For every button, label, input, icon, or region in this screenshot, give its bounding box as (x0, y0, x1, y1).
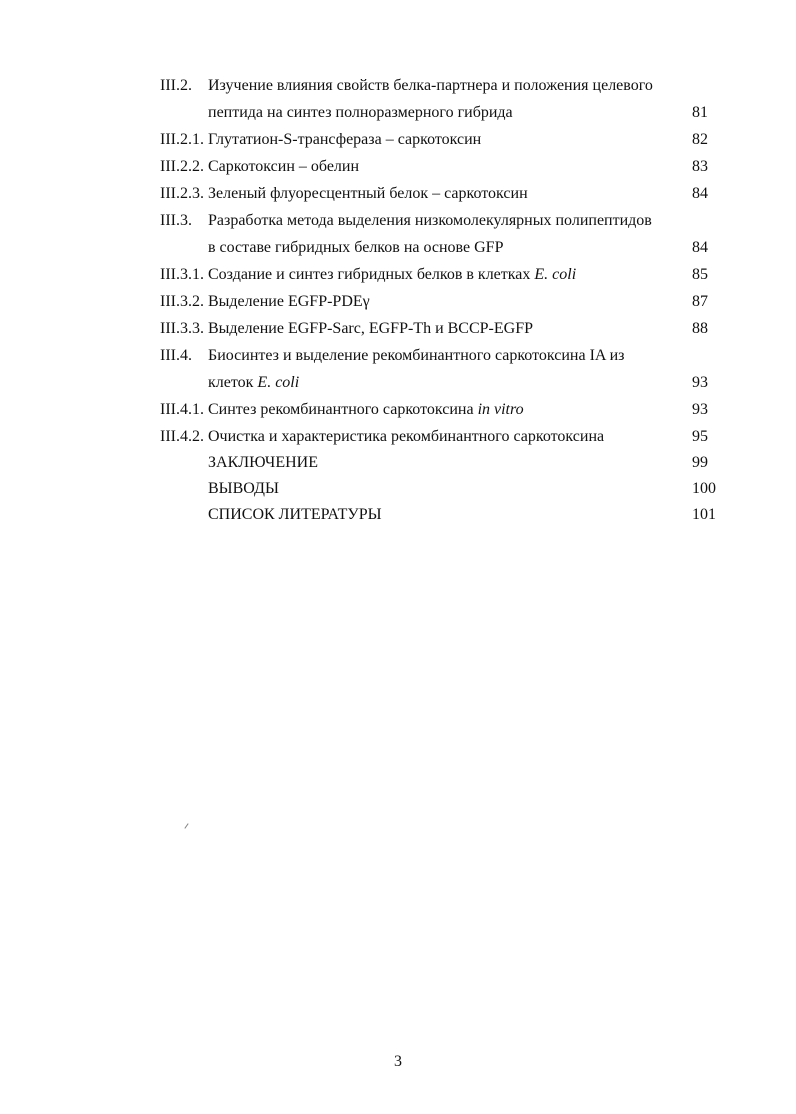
toc-page-number: 81 (692, 104, 708, 121)
toc-entry: ЗАКЛЮЧЕНИЕ (208, 454, 318, 471)
toc-entry: III.4.2. Очистка и характеристика рекомбинантного саркотоксина (160, 428, 605, 445)
toc-page-number: 83 (692, 158, 708, 175)
toc-entry-title: Биосинтез и выделение рекомбинантного саркотоксина IA из (208, 347, 625, 364)
toc-page-number: 93 (692, 374, 708, 391)
toc-entry: III.3.2. Выделение EGFP-PDEγ (160, 293, 370, 310)
page-number-footer: 3 (394, 1053, 402, 1070)
toc-entry: ВЫВОДЫ (208, 480, 279, 497)
toc-page-number: 95 (692, 428, 708, 445)
toc-entry: СПИСОК ЛИТЕРАТУРЫ (208, 506, 382, 523)
toc-italic-term: E. coli (257, 374, 300, 391)
toc-page-number: 101 (692, 506, 716, 523)
toc-entry: III.4.1. Синтез рекомбинантного саркотоксина in vitro (160, 401, 524, 418)
toc-page-number: 82 (692, 131, 708, 148)
toc-page-number: 99 (692, 454, 708, 471)
toc-entry: III.2.2. Саркотоксин – обелин (160, 158, 360, 175)
toc-entry: III.2.3. Зеленый флуоресцентный белок – саркотоксин (160, 185, 528, 202)
toc-entry: III.3.3. Выделение EGFP-Sarc, EGFP-Th и BCCP-EGFP (160, 320, 533, 337)
toc-entry: III.2.1. Глутатион-S-трансфераза – саркотоксин (160, 131, 482, 148)
table-of-contents: III.2. Изучение влияния свойств белка-партнера и положения целевого пептида на синтез полноразмерного гибрида 81 III.2.1. Глутатион-S-трансфераза – саркотоксин 82 III.2.2. Саркотоксин – обелин 83 III.2.3. Зеленый флуоресцентный белок – саркотоксин 84 III.3. Разработка метода выделения низкомолекулярных полипептидов в составе гибридных белков на основе GFP 84 III.3.1. Создание и синтез гибридных белков в клетках E. coli 85 III.3.2. Выделение EGFP-PDEγ 87 III.3.3. Выделение EGFP-Sarc, EGFP-Th и BCCP-EGFP 88 III.4. Биосинтез и выделение рекомбинантного саркотоксина IA из клеток E. coli 93 III.4.1. Синтез рекомбинантного саркотоксина in vitro 93 III.4.2. Очистка и характеристика рекомбинантного саркотоксина 95 ЗАКЛЮЧЕНИЕ 99 ВЫВОДЫ 100 СПИСОК ЛИТЕРАТУРЫ 101 (160, 77, 716, 523)
toc-entry-title: Изучение влияния свойств белка-партнера и положения целевого (208, 77, 653, 94)
toc-entry-title: Разработка метода выделения низкомолекулярных полипептидов (208, 212, 652, 229)
toc-italic-term: E. coli (534, 266, 577, 283)
toc-page-number: 85 (692, 266, 708, 283)
toc-entry: III.3.1. Создание и синтез гибридных белков в клетках E. coli (160, 266, 577, 283)
scan-mark (184, 823, 188, 828)
toc-page-number: 87 (692, 293, 708, 310)
toc-page-number: 88 (692, 320, 708, 337)
toc-entry-title-continued: в составе гибридных белков на основе GFP (208, 239, 504, 256)
toc-page-number: 100 (692, 480, 716, 497)
toc-page-number: 84 (692, 185, 708, 202)
toc-entry-title-continued: пептида на синтез полноразмерного гибрида (208, 104, 513, 121)
toc-italic-term: in vitro (477, 401, 524, 418)
toc-page-number: 93 (692, 401, 708, 418)
toc-entry-title-continued: клеток E. coli (208, 374, 300, 391)
toc-page-number: 84 (692, 239, 708, 256)
